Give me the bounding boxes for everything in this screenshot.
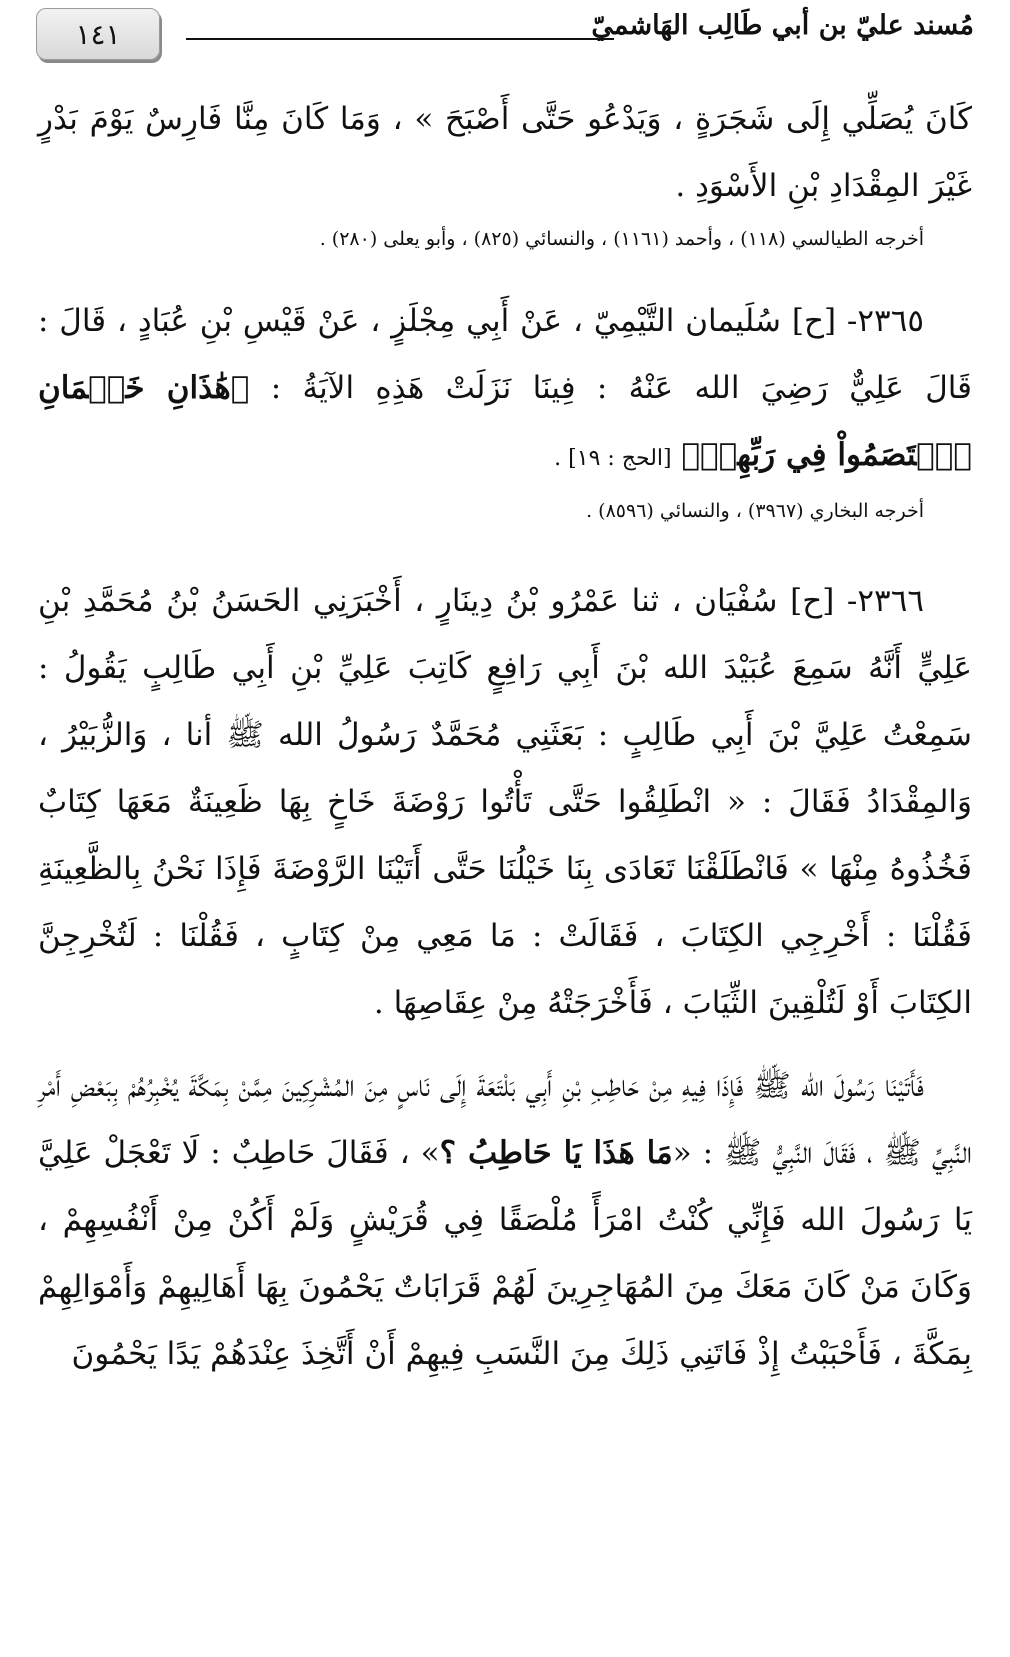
header-rule xyxy=(186,38,614,40)
hadith-2366: ٢٣٦٦- [ح] سُفْيَان ، ثنا عَمْرُو بْنُ دِينَارٍ ، أَخْبَرَنِي الحَسَنُ بْنُ مُحَمَّدِ بْنِ عَلِيٍّ أَنَّهُ سَمِعَ عُبَيْدَ الله بْنَ أَبِي رَافِعٍ كَاتِبَ عَلِيِّ بْنِ أَبِي طَالِبٍ يَقُولُ : سَمِعْتُ عَلِيَّ بْنَ أَبِي طَالِبٍ : بَعَثَنِي مُحَمَّدٌ رَسُولُ الله ﷺ أنا ، وَالزُّبَيْرُ ، وَالمِقْدَادُ فَقَالَ : « انْطَلِقُوا حَتَّى تَأْتُوا رَوْضَةَ خَاخٍ بِهَا ظَعِينَةٌ مَعَهَا كِتَابٌ فَخُذُوهُ مِنْهَا » فَانْطَلَقْنَا تَعَادَى بِنَا خَيْلُنَا حَتَّى أَتَيْنَا الرَّوْضَةَ فَإِذَا نَحْنُ بِالظَّعِينَةِ فَقُلْنَا : أَخْرِجِي الكِتَابَ ، فَقَالَتْ : مَا مَعِي مِنْ كِتَابٍ ، فَقُلْنَا : لَتُخْرِجِنَّ الكِتَابَ أَوْ لَتُلْقِينَ الثِّيَابَ ، فَأَخْرَجَتْهُ مِنْ عِقَاصِهَا . xyxy=(38,583,972,1021)
running-header xyxy=(36,8,974,66)
page-body xyxy=(38,86,972,1388)
hadith-2365 xyxy=(38,288,972,492)
takhrij-note: أخرجه البخاري (٣٩٦٧) ، والنسائي (٨٥٩٦) . xyxy=(586,500,924,522)
page-number: ١٤١ xyxy=(75,17,121,51)
takhrij-note: أخرجه الطيالسي (١١٨) ، وأحمد (١١٦١) ، والنسائي (٨٢٥) ، وأبو يعلى (٢٨٠) . xyxy=(319,228,924,250)
hadith-continuation: كَانَ يُصَلِّي إِلَى شَجَرَةٍ ، وَيَدْعُو حَتَّى أَصْبَحَ » ، وَمَا كَانَ مِنَّا فَارِسٌ يَوْمَ بَدْرٍ غَيْرَ المِقْدَادِ بْنِ الأَسْوَدِ . xyxy=(38,101,972,204)
running-title: مُسند عليّ بن أبي طَالِب الهَاشميّ xyxy=(591,10,974,41)
page-number-tab xyxy=(36,8,160,60)
hadith-2366-text-a: فَأَتَيْنَا رَسُولَ الله ﷺ فَإِذَا فِيهِ مِنْ حَاطِبِ بْنِ أَبِي بَلْتَعَةَ إِلَى نَاسٍ مِنَ المُشْرِكِينَ مِمَّنْ بِمَكَّةَ يُخْبِرُهُمْ بِبَعْضِ أَمْرِ النَّبِيِّ ﷺ ، فَقَالَ النَّبِيُّ ﷺ : « xyxy=(38,1068,972,1171)
prophet-quote: مَا هَذَا يَا حَاطِبُ ؟ xyxy=(439,1135,673,1171)
hadith-2366-text-b: » ، فَقَالَ حَاطِبٌ : لَا تَعْجَلْ عَلِيَّ يَا رَسُولَ الله فَإِنِّي كُنْتُ امْرَأً مُلْصَقًا فِي قُرَيْشٍ وَلَمْ أَكُنْ مِنْ أَنْفُسِهِمْ ، وَكَانَ مَنْ كَانَ مَعَكَ مِنَ المُهَاجِرِينَ لَهُمْ قَرَابَاتٌ يَحْمُونَ بِهَا أَهَالِيهِمْ وَأَمْوَالِهِمْ بِمَكَّةَ ، فَأَحْبَبْتُ إِذْ فَاتَنِي ذَلِكَ مِنَ النَّسَبِ فِيهِمْ أَنْ أَتَّخِذَ عِنْدَهُمْ يَدًا يَحْمُونَ xyxy=(38,1135,972,1372)
hadith-2365-text: ٢٣٦٥- [ح] سُلَيمان التَّيْمِيّ ، عَنْ أَبِي مِجْلَزٍ ، عَنْ قَيْسِ بْنِ عُبَادٍ ، قَالَ : قَالَ عَلِيٌّ رَضِيَ الله عَنْهُ : فِينَا نَزَلَتْ هَذِهِ الآيَةُ : xyxy=(38,303,972,406)
quran-reference: [الحج : ١٩] . xyxy=(554,446,672,471)
quran-verse: ﴿هَٰذَانِ خَصۡمَانِ ٱخۡتَصَمُواْ فِي رَبِّهِمۡ﴾ xyxy=(38,370,972,473)
hadith-2366-continuation xyxy=(38,1053,972,1388)
